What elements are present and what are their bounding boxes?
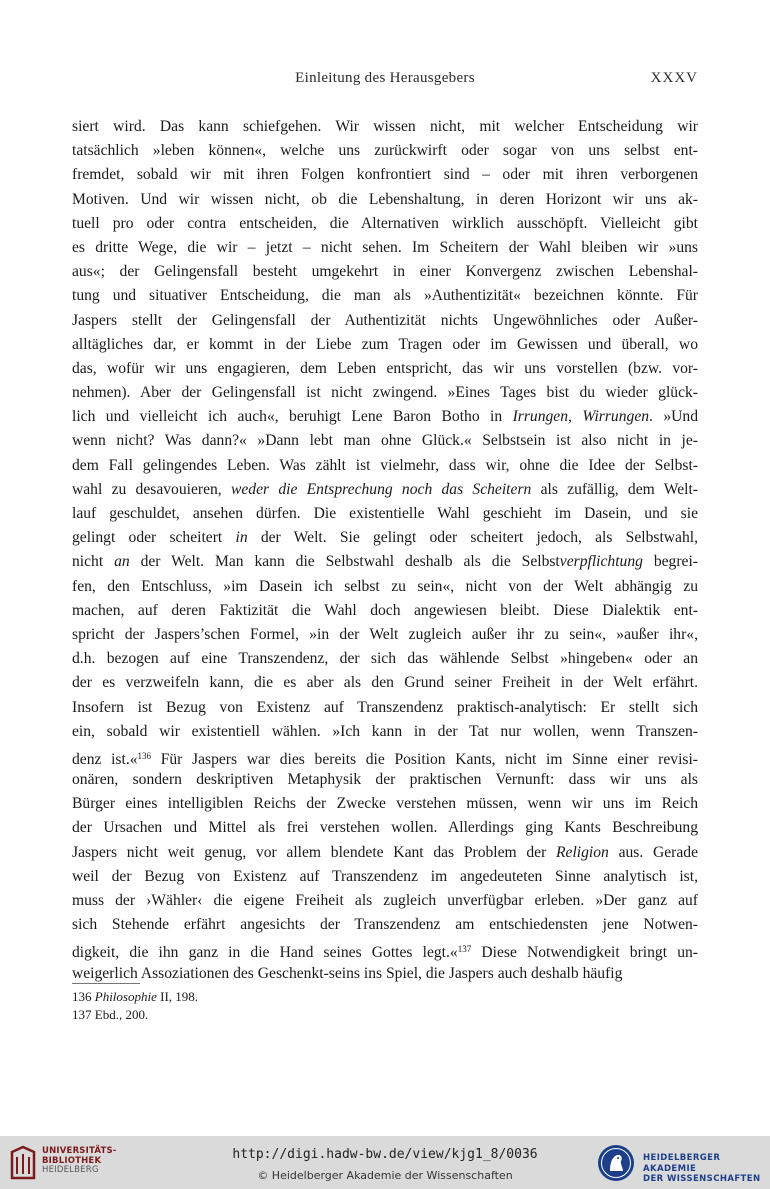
footnote-marker[interactable]: 137 xyxy=(457,944,472,955)
text-run: der es verzweifeln kann, die es aber als den Grund seiner Freiheit in der Welt erfährt. xyxy=(72,674,698,692)
text-line xyxy=(72,841,698,865)
text-run: aus. Gerade xyxy=(608,843,698,861)
italic-text: verpflichtung xyxy=(559,553,643,571)
italic-text: an xyxy=(114,553,130,571)
text-run: II, 198. xyxy=(156,989,199,1004)
footnote xyxy=(72,988,198,1006)
text-run: alltägliches dar, er kommt in der Liebe zum Tragen oder im Gewissen und überall, wo xyxy=(72,335,698,353)
text-line xyxy=(72,744,698,768)
page-number: XXXV xyxy=(650,70,698,86)
text-run: machen, auf deren Faktizität die Wahl doch angewiesen bleibt. Diese Dialektik ent- xyxy=(72,601,698,619)
text-line xyxy=(72,962,698,986)
text-run: dem Fall gelingendes Leben. Was zählt ist vielmehr, dass wir, ohne die Idee der Selbst- xyxy=(72,456,698,474)
text-line xyxy=(72,284,698,308)
text-run: lich und vielleicht ich auch«, beruhigt Lene Baron Botho in xyxy=(72,408,513,426)
text-line xyxy=(72,526,698,550)
text-run: Insofern ist Bezug von Existenz auf Transzendenz praktisch-analytisch: Er stellt sich xyxy=(72,698,698,716)
running-title: Einleitung des Herausgebers xyxy=(295,70,475,86)
text-line xyxy=(72,816,698,840)
text-line xyxy=(72,937,698,961)
text-line xyxy=(72,671,698,695)
text-run: spricht der Jaspers’schen Formel, »in der Welt zugleich außer ihr zu sein«, »außer ihr«, xyxy=(72,625,698,643)
italic-text: Irrungen, Wirrungen xyxy=(512,408,650,426)
text-line xyxy=(72,502,698,526)
text-run: gelingt oder scheitert xyxy=(72,529,236,547)
text-run: tuell pro oder contra entscheiden, die Alternativen wirklich ausschöpft. Vielleicht gibt xyxy=(72,214,698,232)
text-line xyxy=(72,260,698,284)
text-line xyxy=(72,889,698,913)
text-line xyxy=(72,768,698,792)
text-run: nicht xyxy=(72,553,115,571)
text-run: es dritte Wege, die wir – jetzt – nicht sehen. Im Scheitern der Wahl bleiben wir »uns xyxy=(72,238,698,256)
text-run: aus«; der Gelingensfall besteht umgekehrt in einer Konvergenz zwischen Lebenshal- xyxy=(72,263,698,281)
italic-text: weder die Entsprechung noch das Scheitern xyxy=(230,480,532,498)
text-run: tung und situativer Entscheidung, die man als »Authentizität« bezeichnen könnte. Für xyxy=(72,287,698,305)
academy-seal-icon[interactable] xyxy=(596,1143,636,1183)
text-run: der Ursachen und Mittel als frei verstehen wollen. Allerdings ging Kants Beschreibung xyxy=(72,819,698,837)
text-line xyxy=(72,865,698,889)
text-run: sich Stehende erfährt angesichts der Transzendenz am entschiedensten jene Notwen- xyxy=(72,916,698,934)
text-run: Für Jaspers war dies bereits die Position Kants, nicht im Sinne einer revisi- xyxy=(151,750,698,768)
text-run: denz ist.« xyxy=(72,750,138,768)
footnote-marker[interactable]: 136 xyxy=(137,750,152,761)
text-run: der Welt. Sie gelingt oder scheitert jedoch, als Selbstwahl, xyxy=(247,529,698,547)
ub-line-1: UNIVERSITÄTS- xyxy=(42,1146,117,1156)
text-run: nehmen). Aber der Gelingensfall ist nicht zwingend. »Eines Tages bist du wieder glück- xyxy=(72,384,698,402)
text-run: Jaspers stellt der Gelingensfall der Authentizität nichts Ungewöhnliches oder Außer- xyxy=(72,311,698,329)
footnotes xyxy=(72,988,198,1024)
text-run: Jaspers nicht weit genug, vor allem blendete Kant das Problem der xyxy=(72,843,557,861)
footnote xyxy=(72,1006,198,1024)
copyright-notice: © Heidelberger Akademie der Wissenschaften xyxy=(257,1169,513,1182)
footer-bar xyxy=(0,1136,770,1189)
text-line xyxy=(72,623,698,647)
text-run: tatsächlich »leben können«, welche uns zurückwirft oder sogar von uns selbst ent- xyxy=(72,142,698,160)
text-run: Bürger eines intelligiblen Reichs der Zwecke verstehen müssen, wenn wir uns im Reich xyxy=(72,795,698,813)
text-line xyxy=(72,188,698,212)
body-text xyxy=(72,115,698,986)
text-line xyxy=(72,212,698,236)
text-run: lauf geschuldet, ansehen dürfen. Die existentielle Wahl geschieht im Dasein, und sie xyxy=(72,505,698,522)
text-run: Diese Notwendigkeit bringt un- xyxy=(471,944,698,962)
ub-line-2: BIBLIOTHEK xyxy=(42,1155,102,1166)
text-run: begrei- xyxy=(642,553,698,571)
text-run: wenn nicht? Was dann?« »Dann lebt man ohne Glück.« Selbstsein ist also nicht in je- xyxy=(72,432,698,450)
academy-line-2: DER WISSENSCHAFTEN xyxy=(643,1174,761,1184)
text-run: weigerlich Assoziationen des Geschenkt-seins ins Spiel, die Jaspers auch deshalb häufig xyxy=(72,964,623,982)
text-line xyxy=(72,575,698,599)
text-run: als zufällig, dem Welt- xyxy=(531,480,698,498)
running-header xyxy=(72,70,698,92)
text-run: fen, den Entschluss, »im Dasein ich selbst zu sein«, nicht von der Welt abhängig zu xyxy=(72,577,698,595)
text-run: onären, sondern deskriptiven Metaphysik der praktischen Vernunft: dass wir uns als xyxy=(72,771,698,789)
permalink-url[interactable]: http://digi.hadw-bw.de/view/kjg1_8/0036 xyxy=(232,1147,538,1162)
academy-line-1: HEIDELBERGER AKADEMIE xyxy=(643,1153,721,1174)
text-run: der Welt. Man kann die Selbstwahl deshalb als die Selbst xyxy=(129,553,560,571)
text-run: weil der Bezug von Existenz auf Transzendenz im angedeuteten Sinne analytisch ist, xyxy=(72,867,698,885)
text-run: 137 Ebd., 200. xyxy=(72,1007,149,1022)
text-line xyxy=(72,405,698,429)
text-line xyxy=(72,139,698,163)
text-line xyxy=(72,913,698,937)
text-line xyxy=(72,550,698,574)
text-line xyxy=(72,454,698,478)
text-line xyxy=(72,115,698,139)
text-line xyxy=(72,333,698,357)
text-run: d.h. bezogen auf eine Transzendenz, der sich das wählende Selbst »hingeben« oder an xyxy=(72,650,698,668)
text-run: das, wofür wir uns engagieren, dem Leben entspricht, das wir uns vorstellen (bzw. vor- xyxy=(72,359,698,377)
text-run: siert wird. Das kann schiefgehen. Wir wissen nicht, mit welcher Entscheidung wir xyxy=(72,118,698,135)
footnote-rule xyxy=(72,983,140,984)
academy-name[interactable] xyxy=(643,1153,770,1185)
text-run: Motiven. Und wir wissen nicht, ob die Lebenshaltung, in deren Horizont wir uns ak- xyxy=(72,190,698,208)
text-line xyxy=(72,429,698,453)
text-line xyxy=(72,236,698,260)
text-run: 136 xyxy=(72,989,95,1004)
text-line xyxy=(72,381,698,405)
text-line xyxy=(72,163,698,187)
text-run: muss der ›Wähler‹ die eigene Freiheit als zugleich unverfügbar erleben. »Der ganz auf xyxy=(72,892,698,909)
italic-text: in xyxy=(235,529,248,547)
text-line xyxy=(72,357,698,381)
text-run: digkeit, die ihn ganz in die Hand seines Gottes legt.« xyxy=(72,944,458,962)
text-run: fremdet, sobald wir mit ihren Folgen konfrontiert sind – oder mit ihren verborgenen xyxy=(72,166,698,184)
text-run: . »Und xyxy=(649,408,698,426)
text-line xyxy=(72,647,698,671)
text-line xyxy=(72,720,698,744)
italic-text: Religion xyxy=(556,843,609,861)
text-run: ein, sobald wir existentiell wählen. »Ich kann in der Tat nur wollen, wenn Transzen- xyxy=(72,722,698,740)
text-line xyxy=(72,696,698,720)
text-line xyxy=(72,599,698,623)
text-line xyxy=(72,792,698,816)
text-line xyxy=(72,478,698,502)
text-run: wahl zu desavouieren, xyxy=(72,480,231,498)
text-line xyxy=(72,309,698,333)
ub-line-3: HEIDELBERG xyxy=(42,1165,99,1175)
italic-text: Philosophie xyxy=(94,989,157,1004)
